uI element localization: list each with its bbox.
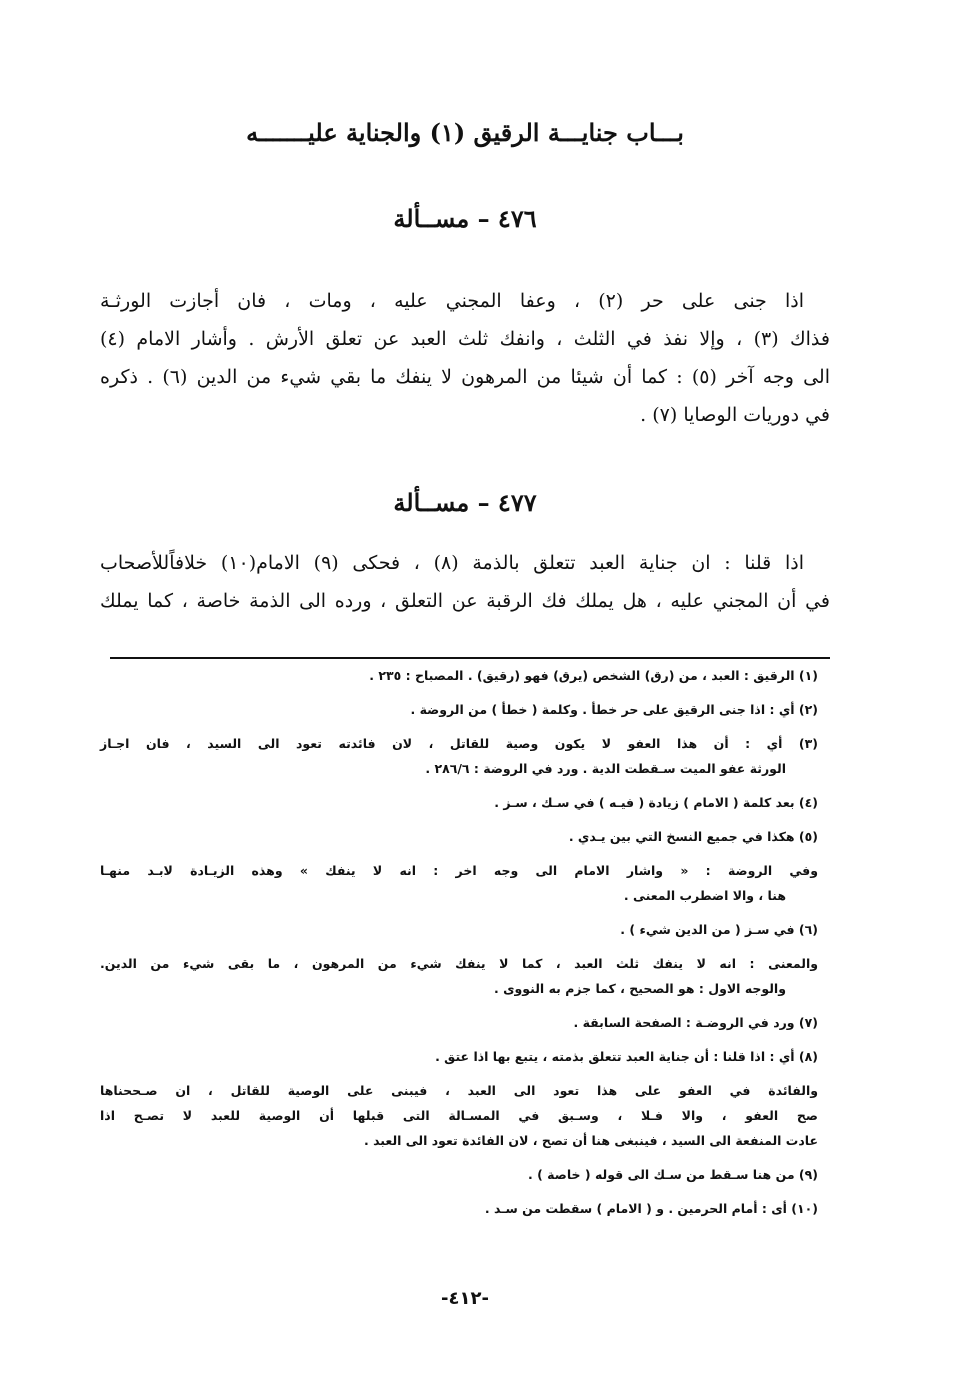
footnote-line: (١٠) أى : أمام الحرمين . و ( الامام ) سقطت من سـد . [484,1201,818,1216]
footnote-1 [100,663,830,688]
footnote-line: والفائدة في العفو على هذا تعود الى العبد ، فيبنى على الوصية للقاتل ، ان صـححناها [100,1083,818,1098]
footnote-4 [100,790,830,815]
footnote-line: (٤) بعد كلمة ( الامام ) زيادة ( فيـه ) في سـك ، سـز . [494,795,818,810]
footnote-line: (٥) هكذا في جميع النسخ التي بين يـدي . [568,829,818,844]
footnote-line: (٢) أي : اذا جنى الرقيق على حر خطأ . وكلمة ( خطأ ) من الروضة . [410,702,818,717]
footnote-line: (٦) في سـز ( من الدين شيء ) . [620,922,818,937]
footnote-line: (٧) ورد في الروضـة : الصفحة السابقة . [573,1015,818,1030]
footnote-10 [100,1196,830,1221]
footnote-3 [100,731,830,781]
footnote-line: هنا ، والا اضطرب المعنى . [623,888,786,903]
body-line: في أن المجني عليه ، هل يملك فك الرقبة عن التعلق ، ورده الى الذمة خاصة ، كما يملك [100,590,830,612]
footnote-line: والمعنى : انه لا ينفك ثلث العبد ، كما لا ينفك شيء من المرهون ، ما بقى شيء من الدين. [100,956,818,971]
body-line: اذا قلنا : ان جناية العبد تتعلق بالذمة (٨) ، فحكى (٩) الامام(١٠) خلافاًللأصحاب [100,552,804,574]
footnote-6-continuation [100,951,830,1001]
document-page [100,0,830,1395]
footnote-7 [100,1010,830,1035]
body-line: فذاك (٣) ، وإلا نفذ في الثلث ، وانفك ثلث العبد عن تعلق الأرش . وأشار الامام (٤) [100,328,830,350]
footnote-line: (٣) أي : أن هذا العفو لا يكون وصية للقاتل ، لان فائدته تعود الى السيد ، فان اجـاز [100,736,818,751]
body-line: في دوريات الوصايا (٧) . [640,404,830,426]
issue-477-body [100,544,830,620]
footnote-line: (٨) أي : اذا قلنا : أن جناية العبد تتعلق بذمته ، يتبع بها اذا عتق . [435,1049,818,1064]
chapter-title: بـــاب جنايـــة الرقيق (١) والجناية عليـــــــه [246,118,684,147]
footnotes [100,663,830,1230]
issue-476-body [100,282,830,434]
footnote-8 [100,1044,830,1069]
issue-476-heading: ٤٧٦ – مســألة [393,204,537,233]
footnote-line: عادت المنفعة الى السيد ، فينبغى هنا أن تصح ، لان الفائدة تعود الى العبد . [363,1133,818,1148]
footnote-5 [100,824,830,849]
footnote-2 [100,697,830,722]
footnote-5-continuation [100,858,830,908]
issue-477-heading: ٤٧٧ – مســألة [393,488,537,517]
footnote-6 [100,917,830,942]
page-number: -٤١٢- [441,1288,489,1309]
footnote-9 [100,1162,830,1187]
footnote-line: والوجه الاول : هو الصحيح ، كما جزم به النووى . [493,981,786,996]
footnote-line: وفي الروضة : « واشار الامام الى وجه اخر : انه لا ينفك » وهذه الزيـادة لابـد منهـا [100,863,818,878]
footnote-divider [110,657,830,659]
footnote-8-continuation [100,1078,830,1153]
footnote-line: صح العفو ، والا فـلا ، وسـبق في المسـالة التى قبلها أن الوصية للعبد لا تصـح اذا [100,1108,818,1123]
body-line: اذا جنى على حر (٢) ، وعفا المجني عليه ، ومات ، فان أجازت الورثـة [100,290,804,312]
footnote-line: الورثة عفو الميت سـقطت الدية . ورد في الروضة : ٢٨٦/٦ . [425,761,786,776]
footnote-line: (١) الرقيق : العبد ، من (رق) الشخص (يرق) فهو (رقيق) . المصباح : ٢٣٥ . [369,668,818,683]
footnote-line: (٩) من هنا سـقط من سـك الى قوله ( خاصة ) . [528,1167,818,1182]
body-line: الى وجه آخر (٥) : كما أن شيئا من المرهون لا ينفك ما بقي شيء من الدين (٦) . ذكره [100,366,830,388]
